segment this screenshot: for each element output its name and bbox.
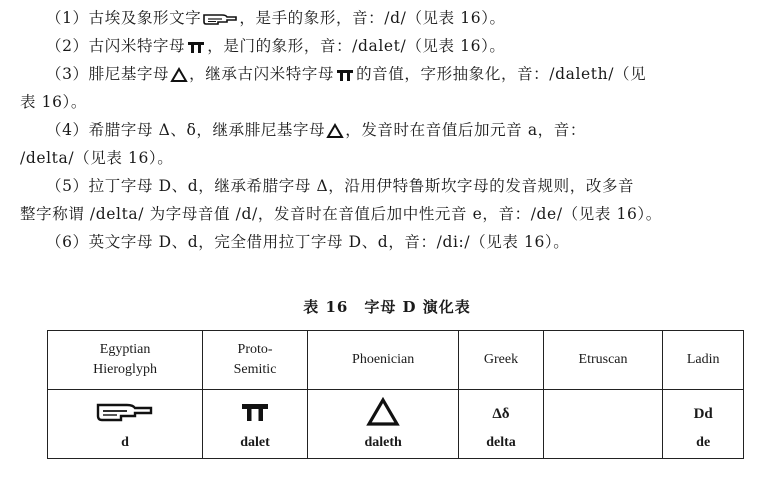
header-greek xyxy=(459,331,543,390)
paragraph-2-before: （2）古闪米特字母 xyxy=(46,37,186,55)
header-phoenician-line-1: Phoenician xyxy=(352,352,415,367)
header-ladin-line-1: Ladin xyxy=(686,352,720,367)
header-proto-semitic-line-2: Semitic xyxy=(233,362,277,377)
paragraph-1-after: ，是手的象形，音：/d/（见表 16）。 xyxy=(239,9,506,27)
paragraph-4-line-1-after: ，发音时在音值后加元音 a，音： xyxy=(345,121,586,139)
hand-hieroglyph-icon xyxy=(95,399,155,430)
header-greek-line-1: Greek xyxy=(483,352,519,367)
header-phoenician xyxy=(307,331,458,390)
cell-egyptian-name: d xyxy=(121,435,129,450)
cell-etruscan-glyph xyxy=(544,405,663,439)
cell-proto-semitic xyxy=(203,390,308,459)
paragraph-3-line-1-before: （3）腓尼基字母 xyxy=(46,65,170,83)
paragraph-6-line-1: （6）英文字母 D、d，完全借用拉丁字母 D、d，音：/di:/（见表 16）。 xyxy=(46,233,570,251)
header-egyptian xyxy=(48,331,203,390)
header-egyptian-line-2: Hieroglyph xyxy=(93,362,157,377)
cell-ladin-name: de xyxy=(696,435,711,450)
triangle-glyph-icon xyxy=(326,123,344,139)
table-row xyxy=(48,390,744,459)
hand-hieroglyph-icon xyxy=(202,11,238,27)
paragraph-5-line-2: 整字称谓 /delta/ 为字母音值 /d/，发音时在音值后加中性元音 e，音：/de/（见表 16）。 xyxy=(20,205,662,223)
paragraph-5 xyxy=(20,172,746,228)
paragraph-2 xyxy=(46,32,746,60)
triangle-glyph-icon xyxy=(170,67,188,83)
paragraph-3-line-1-after: 的音值，字形抽象化，音：/daleth/（见 xyxy=(356,65,647,83)
paragraph-3-line-1 xyxy=(46,60,746,88)
cell-egyptian xyxy=(48,390,203,459)
cell-greek xyxy=(459,390,543,459)
triangle-glyph-icon xyxy=(366,397,400,432)
header-etruscan-line-1: Etruscan xyxy=(578,352,628,367)
paragraph-2-after: ，是门的象形，音：/dalet/（见表 16）。 xyxy=(207,37,506,55)
cell-greek-glyph: Δδ xyxy=(492,405,510,422)
paragraph-4-line-2: /delta/（见表 16）。 xyxy=(20,149,174,167)
paragraph-3-line-1-mid: ，继承古闪米特字母 xyxy=(189,65,335,83)
header-etruscan xyxy=(543,331,663,390)
paragraph-4-line-1-before: （4）希腊字母 Δ、δ，继承腓尼基字母 xyxy=(46,121,326,139)
door-glyph-icon xyxy=(186,39,206,55)
header-proto-semitic xyxy=(203,331,308,390)
table-header-row xyxy=(48,331,744,390)
cell-etruscan xyxy=(543,390,663,459)
cell-phoenician-name: daleth xyxy=(364,435,402,450)
door-glyph-icon xyxy=(335,67,355,83)
paragraph-4 xyxy=(20,116,746,172)
paragraph-1-before: （1）古埃及象形文字 xyxy=(46,9,202,27)
door-glyph-icon xyxy=(240,400,270,429)
paragraph-5-line-1: （5）拉丁字母 D、d，继承希腊字母 Δ，沿用伊特鲁斯坎字母的发音规则，改多音 xyxy=(46,177,635,195)
cell-ladin xyxy=(663,390,744,459)
cell-greek-name: delta xyxy=(486,435,516,450)
header-proto-semitic-line-1: Proto- xyxy=(237,342,273,357)
paragraph-1 xyxy=(46,4,746,32)
cell-ladin-glyph: Dd xyxy=(693,405,713,422)
header-ladin xyxy=(663,331,744,390)
paragraph-4-line-1 xyxy=(46,116,746,144)
paragraph-3-line-2: 表 16）。 xyxy=(20,93,88,111)
letter-d-evolution-table xyxy=(47,330,744,459)
table-caption: 表 16 字母 D 演化表 xyxy=(303,298,471,316)
paragraph-3 xyxy=(20,60,746,116)
paragraph-6 xyxy=(46,228,746,256)
cell-phoenician xyxy=(307,390,458,459)
cell-proto-semitic-name: dalet xyxy=(240,435,270,450)
header-egyptian-line-1: Egyptian xyxy=(99,342,151,357)
